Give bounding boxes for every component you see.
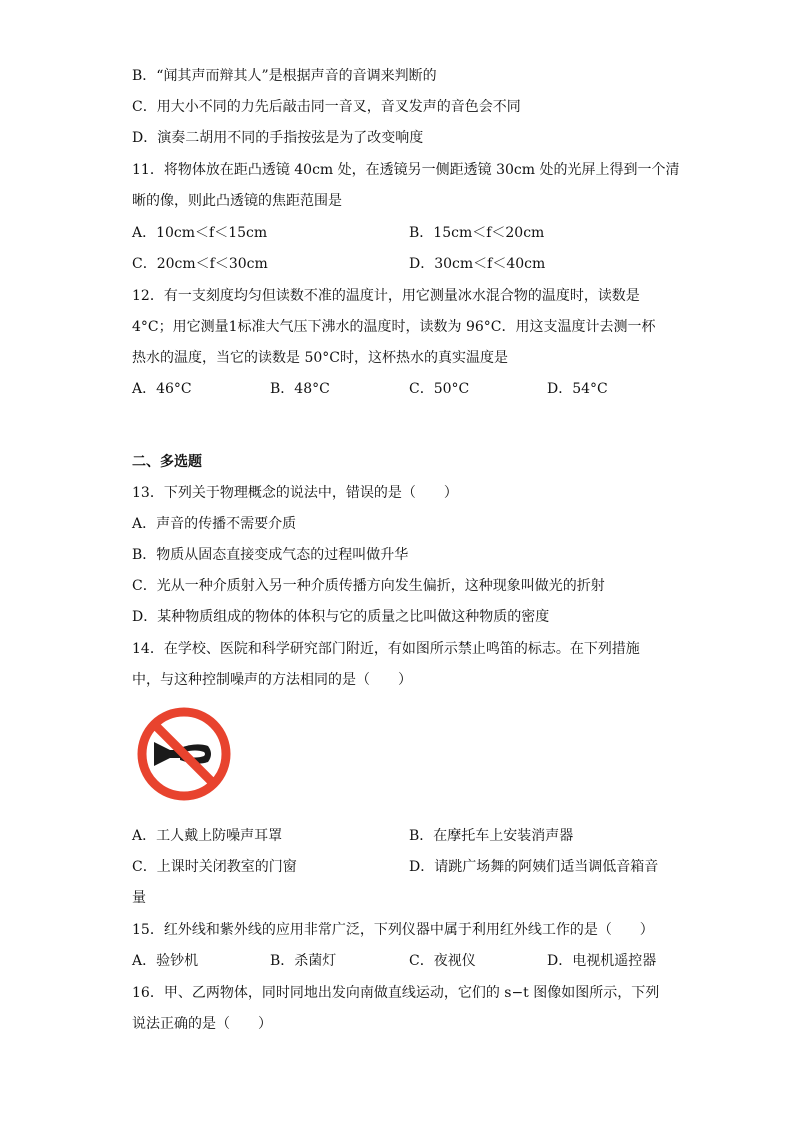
q12-option-d: D．54°C [547, 381, 608, 397]
q12-option-b: B．48°C [270, 381, 330, 397]
section-heading-multiple-choice: 二、多选题 [132, 454, 202, 470]
q12-option-a: A．46°C [132, 381, 192, 397]
q15-option-b: B．杀菌灯 [270, 953, 337, 969]
q14-stem-line1: 14．在学校、医院和科学研究部门附近，有如图所示禁止鸣笛的标志。在下列措施 [132, 641, 640, 657]
q14-option-a: A．工人戴上防噪声耳罩 [132, 828, 283, 844]
q12-stem-line2: 4°C；用它测量1标准大气压下沸水的温度时，读数为 96°C．用这支温度计去测一杯 [132, 319, 656, 335]
q10-option-b: B．“闻其声而辩其人”是根据声音的音调来判断的 [132, 68, 437, 84]
q15-option-d: D．电视机遥控器 [547, 953, 657, 969]
q11-option-c: C．20cm＜f＜30cm [132, 256, 268, 272]
q12-option-c: C．50°C [409, 381, 470, 397]
q11-option-d: D．30cm＜f＜40cm [409, 256, 546, 272]
q11-option-b: B．15cm＜f＜20cm [409, 225, 545, 241]
q13-stem: 13．下列关于物理概念的说法中，错误的是（ ） [132, 485, 458, 501]
q12-stem-line1: 12．有一支刻度均匀但读数不准的温度计，用它测量冰水混合物的温度时，读数是 [132, 288, 640, 304]
q15-option-a: A．验钞机 [132, 953, 199, 969]
q12-stem-line3: 热水的温度，当它的读数是 50°C时，这杯热水的真实温度是 [132, 350, 508, 366]
q14-option-d-continued: 量 [132, 890, 146, 906]
q13-option-b: B．物质从固态直接变成气态的过程叫做升华 [132, 547, 409, 563]
q10-option-d: D．演奏二胡用不同的手指按弦是为了改变响度 [132, 130, 424, 146]
q10-option-c: C．用大小不同的力先后敲击同一音叉，音叉发声的音色会不同 [132, 99, 521, 115]
q14-option-b: B．在摩托车上安装消声器 [409, 828, 574, 844]
no-honking-sign-icon [136, 706, 232, 802]
q16-stem-line1: 16．甲、乙两物体，同时同地出发向南做直线运动，它们的 s−t 图像如图所示，下列 [132, 985, 660, 1001]
q14-stem-line2: 中，与这种控制噪声的方法相同的是（ ） [132, 672, 412, 688]
q11-option-a: A．10cm＜f＜15cm [132, 225, 268, 241]
q14-option-d: D．请跳广场舞的阿姨们适当调低音箱音 [409, 859, 659, 875]
q11-stem-line1: 11．将物体放在距凸透镜 40cm 处，在透镜另一侧距透镜 30cm 处的光屏上得到一个清 [132, 162, 680, 178]
q15-option-c: C．夜视仪 [409, 953, 476, 969]
q13-option-d: D．某种物质组成的物体的体积与它的质量之比叫做这种物质的密度 [132, 609, 550, 625]
q13-option-c: C．光从一种介质射入另一种介质传播方向发生偏折，这种现象叫做光的折射 [132, 578, 605, 594]
q16-stem-line2: 说法正确的是（ ） [132, 1016, 272, 1032]
q13-option-a: A．声音的传播不需要介质 [132, 516, 297, 532]
q11-stem-line2: 晰的像，则此凸透镜的焦距范围是 [132, 193, 342, 209]
q15-stem: 15．红外线和紫外线的应用非常广泛，下列仪器中属于利用红外线工作的是（ ） [132, 922, 654, 938]
q14-option-c: C．上课时关闭教室的门窗 [132, 859, 297, 875]
